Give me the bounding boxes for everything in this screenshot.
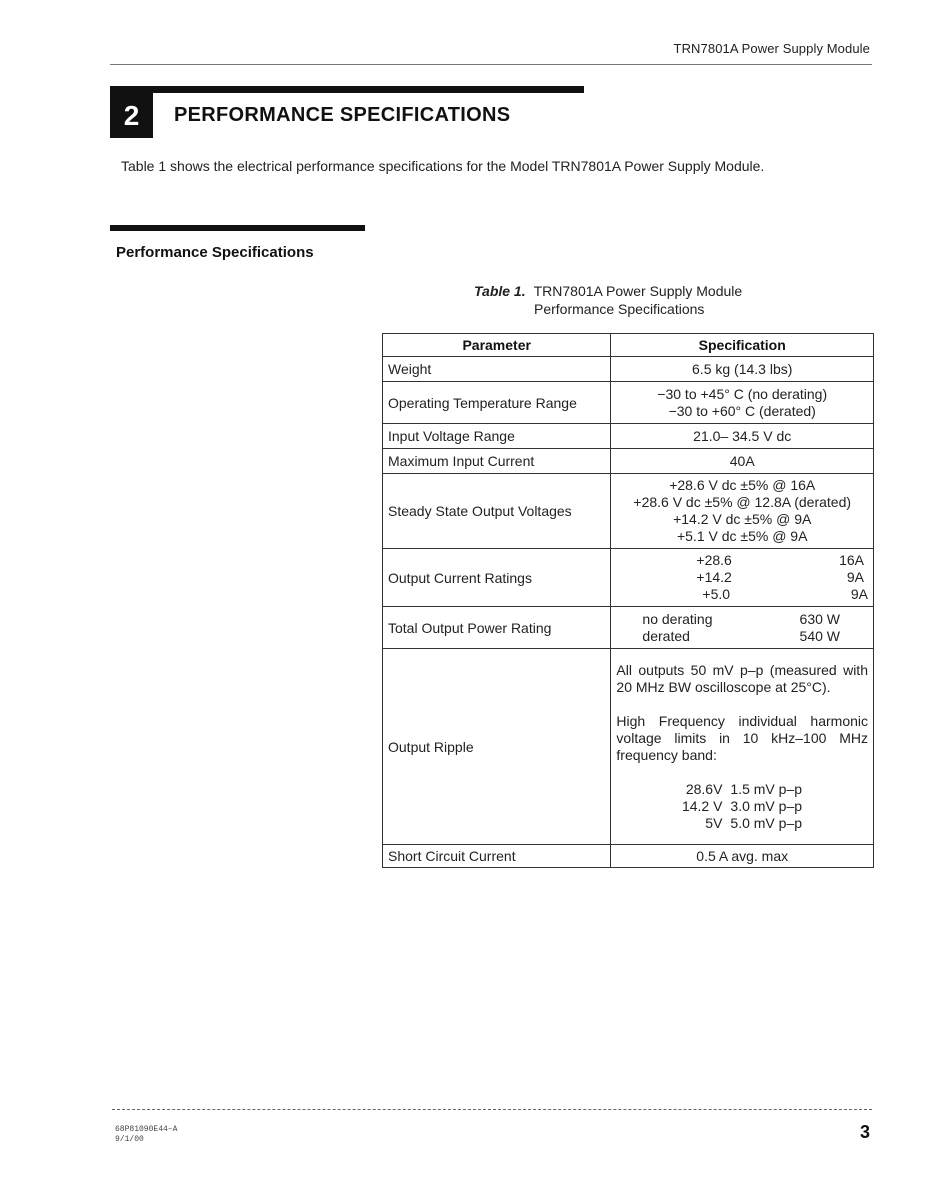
ripple-voltage: 14.2 V (681, 797, 723, 814)
current-rating-row (616, 586, 868, 603)
ripple-values (616, 781, 868, 832)
table-row (383, 449, 874, 474)
param-cell: Output Current Ratings (383, 549, 611, 607)
param-cell: Operating Temperature Range (383, 382, 611, 424)
spec-cell: 40A (611, 449, 874, 474)
ripple-paragraph: All outputs 50 mV p–p (measured with 20 MHz BW oscilloscope at 25°C). (616, 661, 868, 695)
chapter-bar (110, 86, 584, 93)
ripple-value-row (672, 815, 868, 832)
param-cell: Weight (383, 357, 611, 382)
spec-line: −30 to +45° C (no derating) (657, 385, 828, 402)
table-caption-label: Table 1. (474, 283, 526, 299)
table-caption-line1: TRN7801A Power Supply Module (533, 283, 743, 299)
ripple-mv: 1.5 mV p–p (730, 780, 803, 797)
chapter-number: 2 (110, 93, 153, 138)
power-value: 630 W (799, 610, 840, 627)
spec-cell (611, 474, 874, 549)
param-cell: Output Ripple (383, 649, 611, 845)
power-label: derated (642, 627, 690, 644)
spec-cell: 21.0– 34.5 V dc (611, 424, 874, 449)
ripple-voltage: 28.6V (685, 780, 723, 797)
table-row (383, 357, 874, 382)
table-caption (474, 282, 784, 318)
param-cell: Input Voltage Range (383, 424, 611, 449)
ripple-value-row (672, 781, 868, 798)
param-cell: Short Circuit Current (383, 845, 611, 868)
footer-rule (112, 1109, 872, 1110)
current-voltage: +5.0 (702, 586, 731, 602)
intro-paragraph: Table 1 shows the electrical performance specifications for the Model TRN7801A Power Supply Module. (121, 158, 765, 174)
param-cell: Maximum Input Current (383, 449, 611, 474)
header-rule (110, 64, 872, 65)
spec-line: +28.6 V dc ±5% @ 12.8A (derated) (633, 494, 852, 510)
spec-line: +28.6 V dc ±5% @ 16A (669, 477, 816, 493)
spec-cell: 0.5 A avg. max (611, 845, 874, 868)
header-specification: Specification (611, 334, 874, 357)
header-parameter: Parameter (383, 334, 611, 357)
table-caption-line2: Performance Specifications (534, 301, 705, 317)
spec-cell: 6.5 kg (14.3 lbs) (611, 357, 874, 382)
spec-line: +5.1 V dc ±5% @ 9A (676, 528, 808, 544)
table-row (383, 607, 874, 649)
power-row (616, 628, 868, 645)
page-number: 3 (859, 1122, 870, 1142)
param-cell: Steady State Output Voltages (383, 474, 611, 549)
running-header: TRN7801A Power Supply Module (673, 41, 870, 56)
current-amps: 9A (850, 586, 868, 602)
ripple-paragraph: High Frequency individual harmonic voltage limits in 10 kHz–100 MHz frequency band: (616, 712, 868, 763)
doc-date: 9/1/00 (115, 1135, 144, 1144)
table-row (383, 549, 874, 607)
current-rating-row (616, 552, 868, 569)
power-value: 540 W (799, 627, 840, 644)
spec-table (382, 333, 874, 868)
spec-cell (611, 382, 874, 424)
power-label: no derating (642, 610, 713, 627)
table-row (383, 382, 874, 424)
param-cell: Total Output Power Rating (383, 607, 611, 649)
ripple-mv: 5.0 mV p–p (730, 814, 803, 831)
section-title: Performance Specifications (116, 244, 314, 261)
table-header-row (383, 334, 874, 357)
current-amps: 9A (846, 569, 864, 585)
spec-cell (611, 607, 874, 649)
section-bar (110, 225, 365, 231)
ripple-value-row (672, 798, 868, 815)
current-amps: 16A (839, 552, 864, 568)
spec-cell (611, 649, 874, 845)
power-row (616, 611, 868, 628)
spec-line: +14.2 V dc ±5% @ 9A (673, 511, 812, 527)
spec-line: −30 to +60° C (derated) (668, 402, 816, 419)
current-rating-row (616, 569, 868, 586)
table-row (383, 474, 874, 549)
table-row (383, 649, 874, 845)
spec-cell (611, 549, 874, 607)
current-voltage: +28.6 (696, 552, 732, 568)
ripple-mv: 3.0 mV p–p (730, 797, 803, 814)
table-row (383, 845, 874, 868)
table-row (383, 424, 874, 449)
footer-doc-info (115, 1125, 177, 1145)
current-voltage: +14.2 (696, 569, 732, 585)
doc-number: 68P81090E44–A (115, 1125, 178, 1134)
chapter-title: PERFORMANCE SPECIFICATIONS (174, 104, 511, 126)
ripple-voltage: 5V (705, 814, 723, 831)
